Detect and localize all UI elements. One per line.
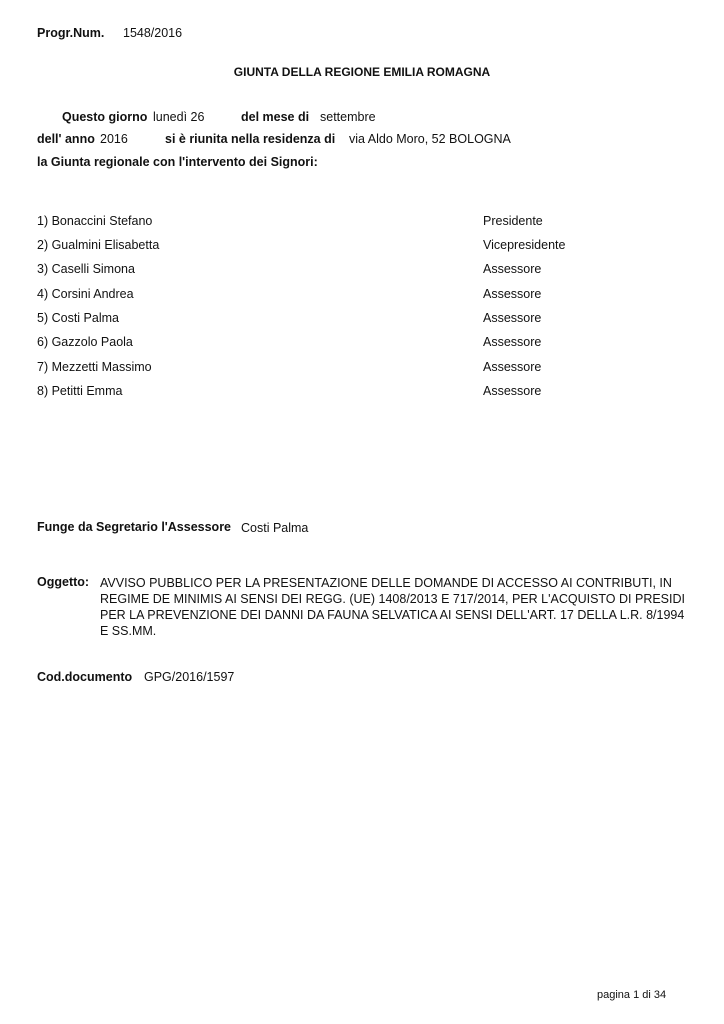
member-name: 1) Bonaccini Stefano [37,214,153,228]
page-number: pagina 1 di 34 [597,989,667,1001]
member-name: 5) Costi Palma [37,311,119,325]
year-value: 2016 [100,132,128,146]
month-label: del mese di [241,110,310,124]
document-title: GIUNTA DELLA REGIONE EMILIA ROMAGNA [233,65,491,79]
member-role: Assessore [483,384,542,398]
day-label: Questo giorno [62,110,148,124]
progr-num-label: Progr.Num. [37,26,105,40]
member-name: 6) Gazzolo Paola [37,335,133,349]
member-role: Presidente [483,214,543,228]
year-label: dell' anno [37,132,95,146]
progr-num-value: 1548/2016 [123,26,183,40]
subject-text: AVVISO PUBBLICO PER LA PRESENTAZIONE DELLE DOMANDE DI ACCESSO AI CONTRIBUTI, IN REGIME DE MINIMIS AI SENSI DEI REGG. (UE) 1408/2013 E 717/2014, PER L'ACQUISTO DI PRESIDI PER LA PREVENZIONE DEI DANNI DA FAUNA SELVATICA AI SENSI DELL'ART. 17 DELLA L.R. 8/1994 E SS.MM. [100,576,685,638]
member-role: Assessore [483,360,542,374]
member-name: 3) Caselli Simona [37,262,135,276]
document-code-value: GPG/2016/1597 [144,670,235,684]
member-role: Assessore [483,287,542,301]
member-role: Assessore [483,311,542,325]
member-role: Assessore [483,262,542,276]
member-role: Assessore [483,335,542,349]
member-name: 2) Gualmini Elisabetta [37,238,160,252]
subject-label: Oggetto: [37,575,90,589]
meeting-intro: la Giunta regionale con l'intervento dei Signori: [37,155,318,169]
member-name: 7) Mezzetti Massimo [37,360,152,374]
day-value: lunedì 26 [153,110,205,124]
place-label: si è riunita nella residenza di [165,132,336,146]
document-code-label: Cod.documento [37,670,133,684]
month-value: settembre [320,110,376,124]
secretary-label: Funge da Segretario l'Assessore [37,520,232,534]
secretary-value: Costi Palma [241,521,309,535]
member-name: 8) Petitti Emma [37,384,123,398]
member-role: Vicepresidente [483,238,566,252]
place-value: via Aldo Moro, 52 BOLOGNA [349,132,511,146]
member-name: 4) Corsini Andrea [37,287,134,301]
